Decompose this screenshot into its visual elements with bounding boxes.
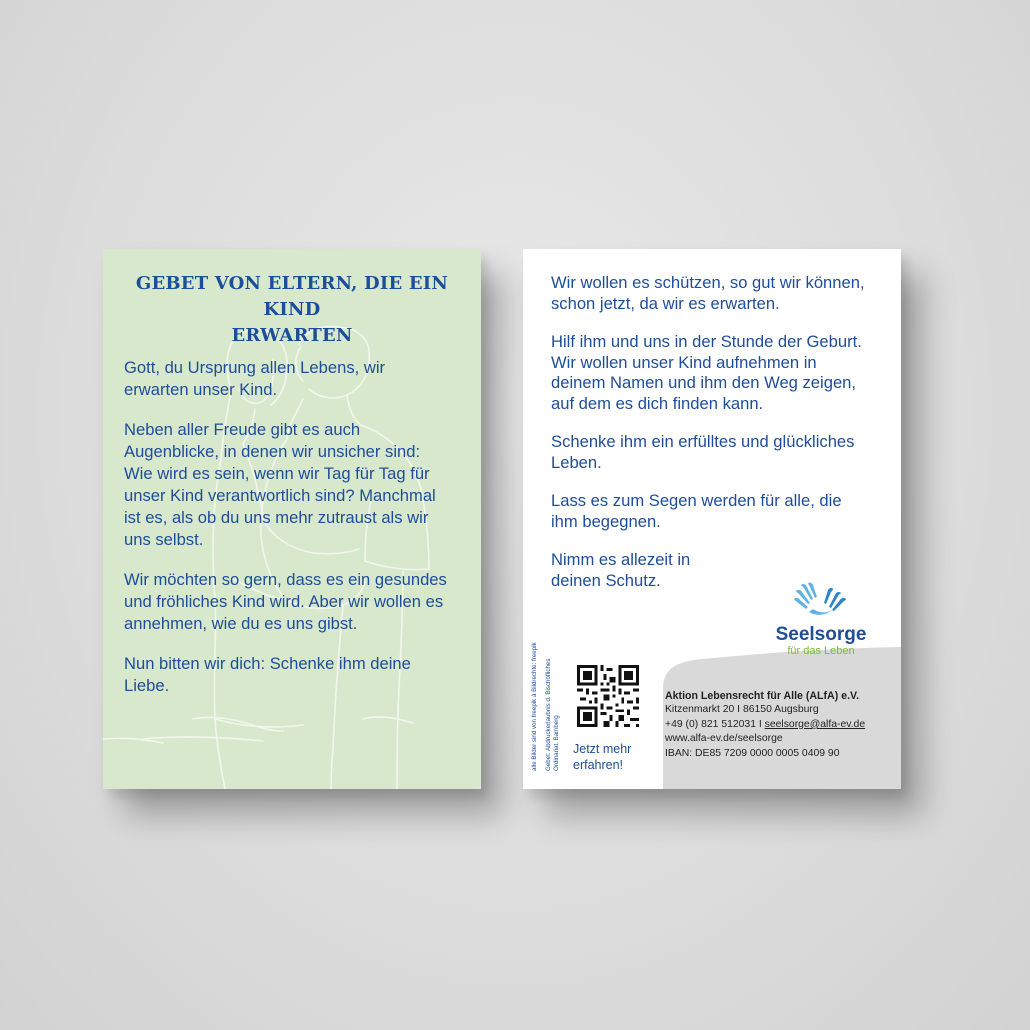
text-line: Liebe.	[124, 676, 170, 695]
text-line: Lass es zum Segen werden für alle, die	[551, 491, 842, 510]
prayer-card-back	[523, 249, 901, 789]
text-line: Nimm es allezeit in	[551, 550, 691, 569]
title-line: ERWARTEN	[231, 325, 353, 346]
prayer-paragraph	[551, 432, 891, 473]
text-line: Leben.	[551, 452, 602, 472]
address: Kitzenmarkt 20 I 86150 Augsburg	[665, 704, 819, 716]
text-line: Nun bitten wir dich: Schenke ihm deine	[124, 654, 411, 673]
prayer-body-front	[124, 357, 469, 715]
text-line: annehmen, wie du es uns gibst.	[124, 614, 358, 633]
prayer-paragraph	[124, 653, 469, 697]
contact-block	[665, 689, 895, 761]
organization-name: Aktion Lebensrecht für Alle (ALfA) e.V.	[665, 690, 860, 702]
text-line: schon jetzt, da wir es erwarten.	[551, 293, 780, 313]
text-line: unser Kind verantwortlich sind? Manchmal	[124, 486, 436, 505]
website-link[interactable]: www.alfa-ev.de/seelsorge	[665, 733, 783, 745]
iban: IBAN: DE85 7209 0000 0005 0409 90	[665, 747, 840, 759]
text-line: Wir wollen es schützen, so gut wir können,	[551, 273, 865, 292]
prayer-paragraph	[551, 332, 891, 414]
learn-more-link[interactable]	[573, 741, 653, 773]
logo-name: Seelsorge	[775, 624, 867, 645]
hands-icon	[791, 579, 851, 619]
text-line: Hilf ihm und uns in der Stunde der Geburt.	[551, 332, 862, 351]
title-line: GEBET VON ELTERN, DIE EIN KIND	[135, 273, 449, 320]
prayer-paragraph	[551, 273, 891, 314]
text-line: Wir möchten so gern, dass es ein gesundes	[124, 570, 447, 589]
text-line: Schenke ihm ein erfülltes und glückliches	[551, 432, 855, 451]
text-line: Augenblicke, in denen wir unsicher sind:	[124, 442, 421, 461]
text-line: uns selbst.	[124, 530, 204, 549]
prayer-paragraph	[551, 491, 891, 532]
qr-code[interactable]	[577, 665, 639, 727]
text-line: deinem Namen und ihm den Weg zeigen,	[551, 373, 857, 392]
text-line: erwarten unser Kind.	[124, 380, 278, 399]
phone-email-line	[665, 718, 895, 732]
text-line: ist es, als ob du uns mehr zutraust als wir	[124, 508, 429, 527]
cta-line: Jetzt mehr	[573, 742, 632, 756]
text-line: und fröhliches Kind wird. Aber wir wollen es	[124, 592, 444, 611]
phone: +49 (0) 821 512031 I	[665, 718, 765, 730]
logo-subtitle: für das Leben	[787, 645, 855, 657]
prayer-title	[115, 271, 469, 349]
text-line: Gott, du Ursprung allen Lebens, wir	[124, 358, 386, 377]
email-link[interactable]: seelsorge@alfa-ev.de	[764, 718, 866, 730]
prayer-card-front	[103, 249, 481, 789]
prayer-paragraph	[124, 569, 469, 635]
prayer-body-back	[551, 273, 891, 609]
text-line: auf dem es dich finden kann.	[551, 393, 764, 413]
text-line: ihm begegnen.	[551, 511, 661, 531]
credit-line: alle Bilder sind von freepik à Bildrechte: freepik	[531, 642, 538, 771]
text-line: deinen Schutz.	[551, 570, 661, 590]
text-line: Neben aller Freude gibt es auch	[124, 420, 361, 439]
cta-line: erfahren!	[573, 758, 624, 772]
text-line: Wir wollen unser Kind aufnehmen in	[551, 352, 817, 372]
credit-line: Gebet: Abdruckerlaubnis d. Bischöfliches	[545, 658, 552, 771]
prayer-paragraph	[124, 419, 469, 551]
prayer-paragraph	[124, 357, 469, 401]
credit-line: Ordinariat, Bamberg	[553, 715, 560, 771]
seelsorge-logo	[771, 579, 871, 658]
text-line: Wie wird es sein, wenn wir Tag für Tag für	[124, 464, 430, 483]
